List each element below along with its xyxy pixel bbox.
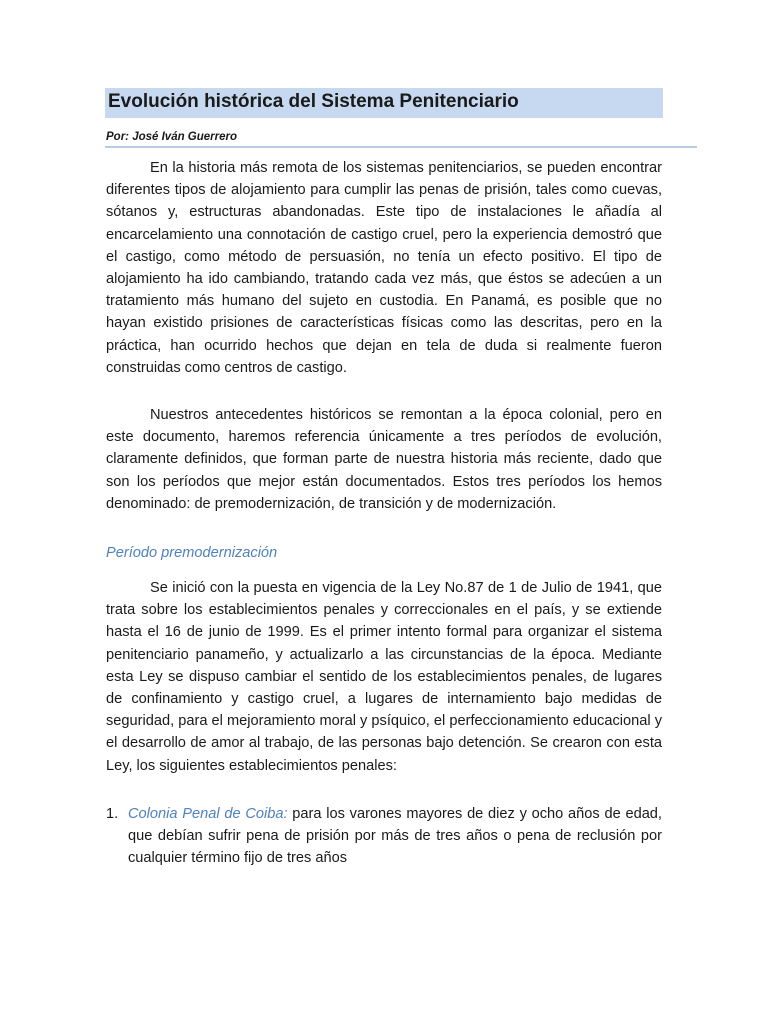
- document-title: Evolución histórica del Sistema Penitenciario: [108, 91, 519, 112]
- paragraph-text: Nuestros antecedentes históricos se remontan a la época colonial, pero en este documento, haremos referencia únicamente a tres períodos de evolución, claramente definidos, que forman parte de nuestra historia más reciente, dado que son los períodos que mejor están documentados. Estos tres períodos los hemos denominado: de premodernización, de transición y de modernización.: [106, 407, 662, 512]
- paragraph-law-87: [106, 577, 662, 777]
- list-item-text: para los varones mayores de diez y ocho años de edad, que debían sufrir pena de prisión por más de tres años o pena de reclusión por cualquier término fijo de tres años: [128, 806, 662, 867]
- list-item-number: 1.: [106, 806, 119, 822]
- paragraph-text: En la historia más remota de los sistemas penitenciarios, se pueden encontrar diferentes tipos de alojamiento para cumplir las penas de prisión, tales como cuevas, sótanos y, estructuras abandonadas. Este tipo de instalaciones le añadía al encarcelamiento una connotación de castigo cruel, pero la experiencia demostró que el castigo, como método de persuasión, no tenía un efecto positivo. El tipo de alojamiento ha ido cambiando, tratando cada vez más, que éstos se adecúen a un tratamiento más humano del sujeto en custodia. En Panamá, es posible que no hayan existido prisiones de características físicas como las descritas, pero en la práctica, han ocurrido hechos que dejan en tela de duda si realmente fueron construidas como centros de castigo.: [106, 160, 662, 376]
- establishments-list: [106, 803, 662, 870]
- list-item-term: Colonia Penal de Coiba:: [128, 806, 288, 822]
- paragraph-text: Se inició con la puesta en vigencia de la Ley No.87 de 1 de Julio de 1941, que trata sobre los establecimientos penales y correccionales en el país, y se extiende hasta el 16 de junio de 1999. Es el primer intento formal para organizar el sistema penitenciario panameño, y actualizarlo a las circunstancias de la época. Mediante esta Ley se dispuso cambiar el sentido de los establecimientos penales, de lugares de confinamiento y castigo cruel, a lugares de internamiento bajo medidas de seguridad, para el mejoramiento moral y psíquico, el perfeccionamiento educacional y el desarrollo de amor al trabajo, de las personas bajo detención. Se crearon con esta Ley, los siguientes establecimientos penales:: [106, 580, 662, 774]
- paragraph-intro: [106, 157, 662, 379]
- byline-divider: [105, 146, 697, 148]
- list-item: [106, 803, 662, 870]
- author-byline: Por: José Iván Guerrero: [106, 131, 238, 143]
- paragraph-antecedents: [106, 404, 662, 515]
- section-heading: Período premodernización: [106, 545, 278, 561]
